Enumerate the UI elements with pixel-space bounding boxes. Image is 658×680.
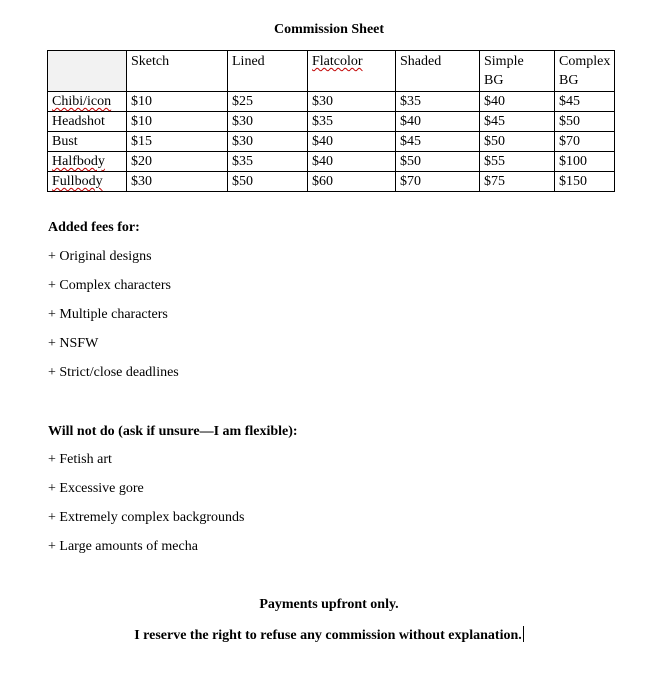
- list-item: + Extremely complex backgrounds: [48, 510, 245, 525]
- table-cell: $25: [228, 92, 308, 112]
- header-lined: Lined: [228, 51, 308, 92]
- row-label-headshot: Headshot: [48, 112, 127, 132]
- row-label-text: Fullbody: [52, 174, 103, 189]
- table-cell: $60: [308, 172, 396, 192]
- table-cell: $35: [396, 92, 480, 112]
- reserve-notice: [0, 626, 658, 644]
- row-label-bust: Bust: [48, 132, 127, 152]
- row-label-chibi-icon: [48, 92, 127, 112]
- header-complex-bg-line1: Complex: [559, 54, 611, 69]
- added-fees-heading: Added fees for:: [48, 220, 140, 235]
- table-cell: $30: [228, 112, 308, 132]
- list-item: + Fetish art: [48, 452, 112, 467]
- list-item: + Strict/close deadlines: [48, 365, 179, 380]
- pricing-table: [47, 50, 615, 192]
- table-cell: $40: [480, 92, 555, 112]
- list-item: + Multiple characters: [48, 307, 168, 322]
- table-cell: $70: [396, 172, 480, 192]
- table-cell: $55: [480, 152, 555, 172]
- table-cell: $45: [480, 112, 555, 132]
- table-cell: $30: [127, 172, 228, 192]
- table-cell: $15: [127, 132, 228, 152]
- table-cell: $20: [127, 152, 228, 172]
- table-cell: $40: [308, 132, 396, 152]
- table-cell: $35: [228, 152, 308, 172]
- table-cell: $70: [555, 132, 615, 152]
- header-flatcolor: [308, 51, 396, 92]
- table-cell: $50: [396, 152, 480, 172]
- list-item: + Original designs: [48, 249, 152, 264]
- table-cell: $35: [308, 112, 396, 132]
- reserve-notice-text: I reserve the right to refuse any commission without explanation.: [134, 628, 522, 643]
- table-cell: $50: [228, 172, 308, 192]
- document-title: Commission Sheet: [273, 22, 385, 37]
- row-label-text: Chibi/icon: [52, 94, 112, 109]
- header-sketch: Sketch: [127, 51, 228, 92]
- table-row: [48, 92, 615, 112]
- list-item-mecha: [48, 539, 198, 555]
- table-cell: $40: [396, 112, 480, 132]
- table-cell: $100: [555, 152, 615, 172]
- row-label-text: Halfbody: [52, 154, 105, 169]
- table-cell: $50: [480, 132, 555, 152]
- table-cell: $75: [480, 172, 555, 192]
- table-cell: $50: [555, 112, 615, 132]
- header-shaded: Shaded: [396, 51, 480, 92]
- text-cursor-icon: [523, 626, 524, 642]
- table-cell: $10: [127, 92, 228, 112]
- header-simple-bg-line2: BG: [484, 73, 504, 88]
- will-not-do-heading: Will not do (ask if unsure—I am flexible):: [48, 424, 298, 439]
- table-header-row: [48, 51, 615, 92]
- table-cell: $45: [555, 92, 615, 112]
- table-cell: $40: [308, 152, 396, 172]
- table-row: [48, 152, 615, 172]
- table-row: [48, 172, 615, 192]
- table-cell: $30: [228, 132, 308, 152]
- header-simple-bg: [480, 51, 555, 92]
- table-cell: $45: [396, 132, 480, 152]
- table-cell: $10: [127, 112, 228, 132]
- header-flatcolor-text: Flatcolor: [312, 54, 363, 69]
- table-cell: $30: [308, 92, 396, 112]
- list-item: + Complex characters: [48, 278, 171, 293]
- header-complex-bg-line2: BG: [559, 73, 579, 88]
- row-label-fullbody: [48, 172, 127, 192]
- mecha-item-text: + Large amounts of mecha: [48, 539, 198, 554]
- table-cell: $150: [555, 172, 615, 192]
- header-complex-bg: [555, 51, 615, 92]
- table-row: [48, 132, 615, 152]
- list-item: + Excessive gore: [48, 481, 144, 496]
- table-corner-cell: [48, 51, 127, 92]
- payment-notice: Payments upfront only.: [259, 597, 399, 612]
- table-row: [48, 112, 615, 132]
- list-item: + NSFW: [48, 336, 99, 351]
- header-simple-bg-line1: Simple: [484, 54, 524, 69]
- row-label-halfbody: [48, 152, 127, 172]
